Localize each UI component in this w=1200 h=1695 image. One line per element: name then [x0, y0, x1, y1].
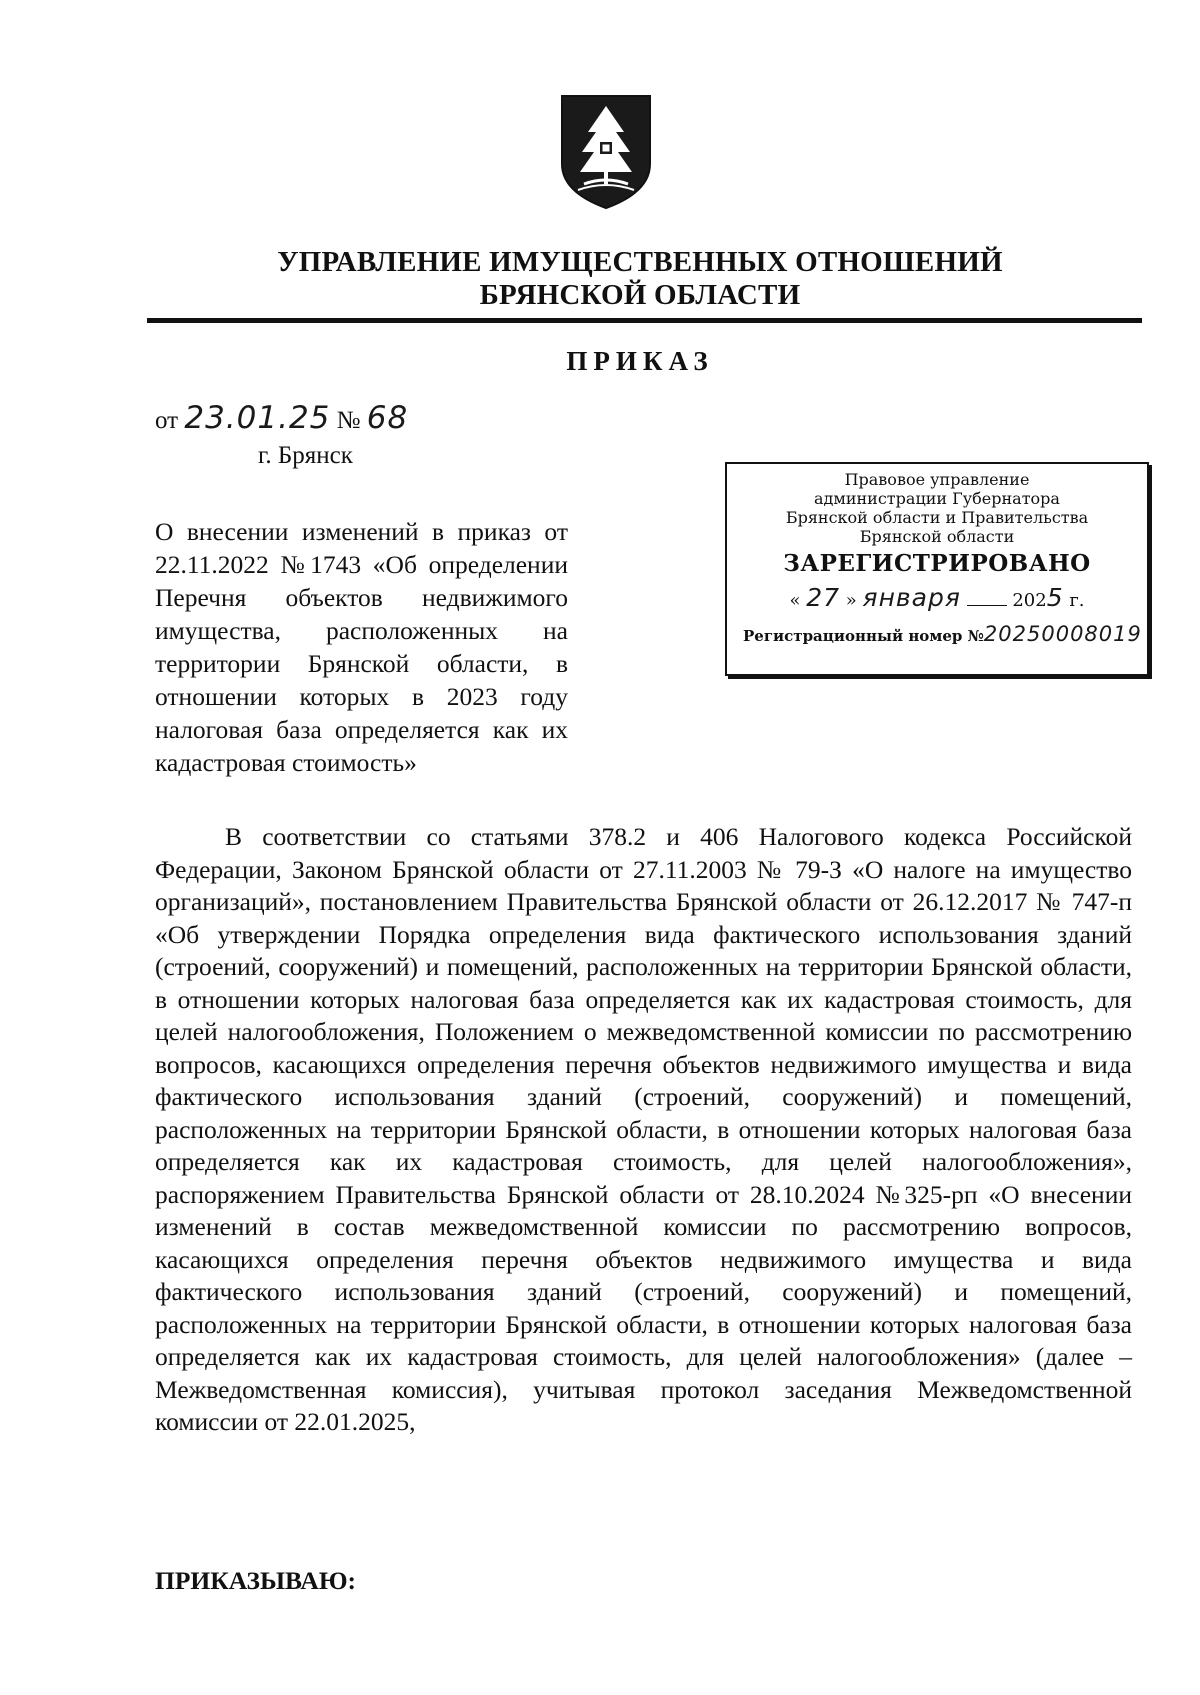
order-date-line [155, 400, 408, 436]
stamp-year-prefix: 202 [1012, 590, 1047, 611]
order-subject: О внесении изменений в приказ от 22.11.2022 №1743 «Об определении Перечня объектов недвижимого имущества, расположенных на территории Брянской области, в отношении которых в 2023 году налоговая база определяется как их кадастровая стоимость» [155, 517, 568, 777]
stamp-year-suffix: г. [1069, 590, 1085, 611]
stamp-line-2: администрации Губернатора [814, 489, 1060, 508]
organization-title-line-1: УПРАВЛЕНИЕ ИМУЩЕСТВЕННЫХ ОТНОШЕНИЙ [277, 246, 1003, 278]
stamp-month-handwritten: января [862, 583, 961, 612]
stamp-day-handwritten: 27 [806, 583, 841, 612]
stamp-status: ЗАРЕГИСТРИРОВАНО [783, 550, 1091, 577]
order-number-handwritten: 68 [366, 400, 409, 436]
order-number-label: № [336, 407, 361, 434]
organization-title [140, 246, 1140, 312]
bryansk-coat-of-arms-icon [558, 92, 654, 212]
registration-stamp [725, 462, 1149, 676]
stamp-line-4: Брянской области [859, 527, 1015, 546]
order-directive: ПРИКАЗЫВАЮ: [155, 1566, 357, 1595]
stamp-reg-label: Регистрационный номер № [743, 627, 984, 645]
stamp-date-underline [967, 605, 1007, 606]
stamp-year-handwritten: 5 [1046, 583, 1064, 612]
organization-title-line-2: БРЯНСКОЙ ОБЛАСТИ [479, 279, 801, 311]
stamp-line-1: Правовое управление [844, 470, 1030, 489]
order-date-handwritten: 23.01.25 [184, 400, 331, 436]
city: г. Брянск [258, 442, 353, 469]
stamp-date [727, 583, 1147, 612]
stamp-quote-open: « [789, 590, 801, 611]
date-from-label: от [155, 407, 179, 434]
document-type: ПРИКАЗ [566, 346, 714, 376]
stamp-quote-close: » [845, 590, 857, 611]
stamp-registration-number [727, 622, 1147, 646]
header-divider [147, 318, 1142, 323]
stamp-line-3: Брянской области и Правительства [785, 508, 1089, 527]
stamp-reg-number-handwritten: 20250008019 [983, 622, 1142, 646]
order-body-paragraph: В соответствии со статьями 378.2 и 406 Налогового кодекса Российской Федерации, Законом Брянской области от 27.11.2003 № 79-З «О налоге на имущество организаций», постановлением Правительства Брянской области от 26.12.2017 № 747-п «Об утверждении Порядка определения вида фактического использования зданий (строений, сооружений) и помещений, расположенных на территории Брянской области, в отношении которых налоговая база определяется как их кадастровая стоимость, для целей налогообложения, Положением о межведомственной комиссии по рассмотрению вопросов, касающихся определения перечня объектов недвижимого имущества и вида фактического использования зданий (строений, сооружений) и помещений, расположенных на территории Брянской области, в отношении которых налоговая база определяется как их кадастровая стоимость, для целей налогообложения», распоряжением Правительства Брянской области от 28.10.2024 №325-рп «О внесении изменений в состав межведомственной комиссии по рассмотрению вопросов, касающихся определения перечня объектов недвижимого имущества и вида фактического использования зданий (строений, сооружений) и помещений, расположенных на территории Брянской области, в отношении которых налоговая база определяется как их кадастровая стоимость, для целей налогообложения» (далее – Межведомственная комиссия), учитывая протокол заседания Межведомственной комиссии от 22.01.2025, [155, 822, 1132, 1436]
